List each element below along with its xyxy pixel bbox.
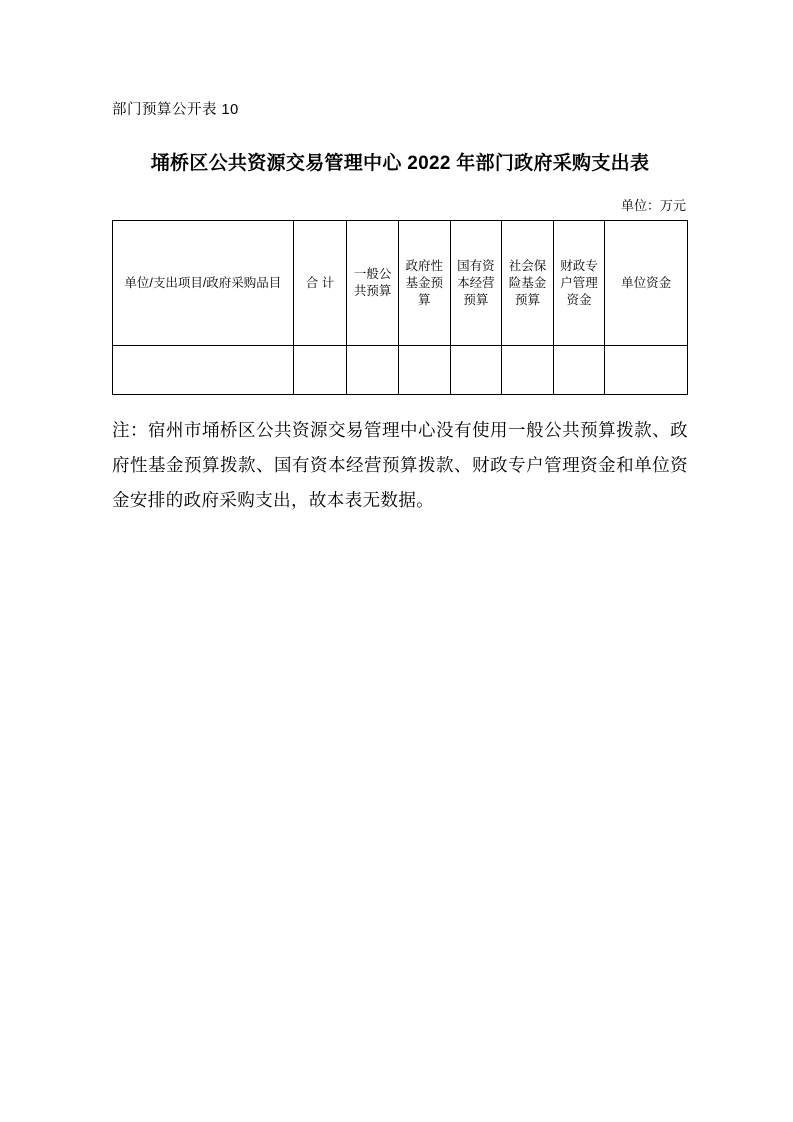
- unit-note: 单位：万元: [620, 198, 686, 214]
- table-cell: [113, 346, 294, 395]
- table-cell: [347, 346, 399, 395]
- table-header-cell: 单位资金: [605, 221, 688, 346]
- table-header-cell: 政府性基金预算: [398, 221, 450, 346]
- table-header-cell: 合 计: [293, 221, 347, 346]
- table-cell: [502, 346, 554, 395]
- page-title: 埇桥区公共资源交易管理中心 2022 年部门政府采购支出表: [150, 153, 650, 175]
- footnote: 注：宿州市埇桥区公共资源交易管理中心没有使用一般公共预算拨款、政府性基金预算拨款、国有资本经营预算拨款、财政专户管理资金和单位资金安排的政府采购支出，故本表无数据。: [112, 420, 688, 511]
- procurement-expenditure-table: [112, 220, 688, 395]
- table-cell: [398, 346, 450, 395]
- document-label: 部门预算公开表 10: [112, 102, 239, 118]
- table-cell: [605, 346, 688, 395]
- table-cell: [450, 346, 502, 395]
- table-row: [113, 346, 688, 395]
- table-header-cell: 单位/支出项目/政府采购品目: [113, 221, 294, 346]
- table-cell: [293, 346, 347, 395]
- table-cell: [553, 346, 605, 395]
- table-header-row: [113, 221, 688, 346]
- table-header-cell: 财政专户管理资金: [553, 221, 605, 346]
- table-header-cell: 国有资本经营预算: [450, 221, 502, 346]
- table-header-cell: 一般公共预算: [347, 221, 399, 346]
- table-header-cell: 社会保险基金预算: [502, 221, 554, 346]
